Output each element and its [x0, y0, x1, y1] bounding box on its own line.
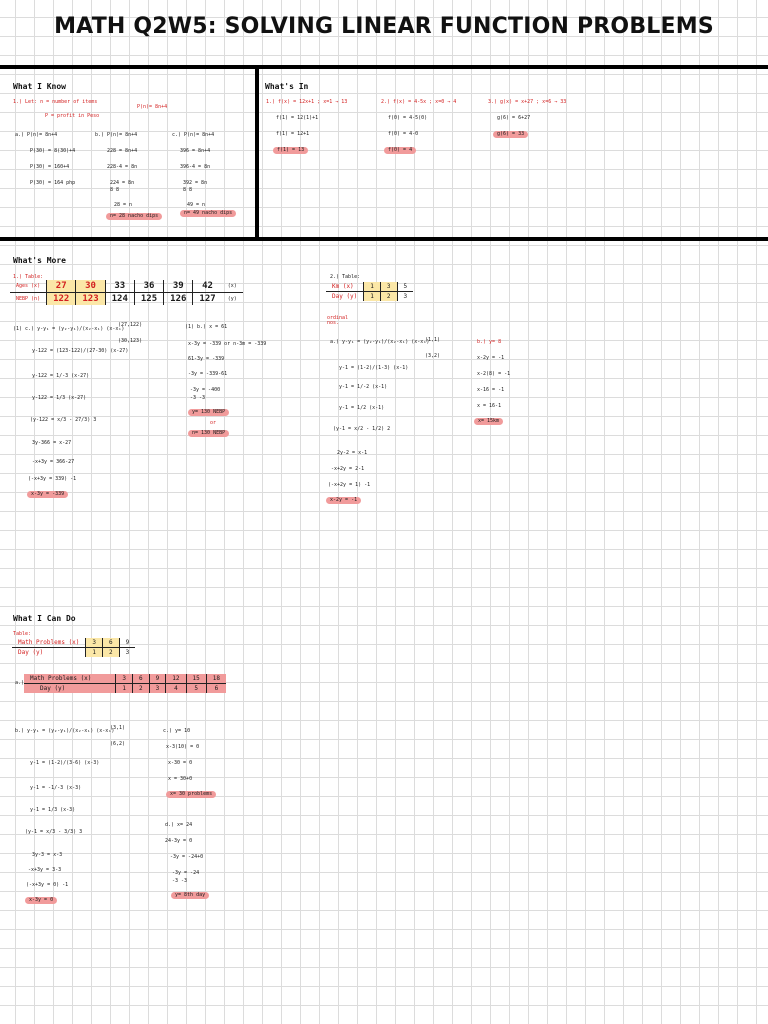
table-cell: 33 [105, 280, 134, 293]
divider-middle [0, 237, 768, 241]
section-heading: What I Can Do [13, 614, 76, 623]
table-row [24, 684, 226, 694]
a-line: a.) P(n)= 8n+4 [15, 132, 58, 138]
table-cell: 127 [193, 293, 222, 306]
work-line: -3 -3 [190, 395, 206, 401]
work-answer: y= 130 NEBP [188, 409, 229, 416]
work-line: y-122 = (123-122)/(27-30) (x-27) [32, 348, 129, 354]
math-problems-full-table [24, 674, 226, 693]
work-line: y-1 = 1/2 (x-1) [339, 405, 385, 411]
table-row [24, 674, 226, 684]
table-cell: 125 [134, 293, 163, 306]
table-cell: 3 [397, 292, 413, 302]
problem-2-line: f(0) = 4-5(0) [388, 115, 428, 121]
table-row [12, 648, 135, 658]
row-label: Math Problems (x) [12, 638, 86, 648]
work-answer: y= 8th day [171, 892, 209, 899]
part-label: a.) [15, 680, 25, 686]
work-answer: x= 30 problems [166, 791, 216, 798]
work-answer: x-2y = -1 [326, 497, 361, 504]
work-answer: n= 130 NEBP [188, 430, 229, 437]
ordinal-note: ordinal nos. [327, 315, 349, 326]
work-line: x-16 = -1 [477, 387, 505, 393]
table-cell: 1 [86, 648, 103, 658]
row-label: Km (x) [326, 282, 364, 292]
problem-3-answer: g(6) = 33 [493, 131, 528, 138]
table-cell: 36 [134, 280, 163, 293]
work-line: 2y-2 = x-1 [337, 450, 368, 456]
b-line: 228-4 = 8n [107, 164, 138, 170]
problem-3: 3.) g(x) = x+27 ; x=6 → 33 [488, 99, 567, 105]
work-line: (-x+3y = 339) -1 [28, 476, 77, 482]
section-heading: What's More [13, 256, 66, 265]
table-cell: 6 [206, 684, 226, 694]
table-cell: 9 [149, 674, 166, 684]
work-line: x-30 = 0 [168, 760, 193, 766]
table-cell: 39 [164, 280, 193, 293]
table-cell: 27 [47, 280, 76, 293]
let-line: 1.) Let: n = number of items [13, 99, 98, 105]
problem-2: 2.) f(x) = 4-5x ; x=0 → 4 [381, 99, 457, 105]
point: (6,2) [110, 741, 126, 747]
work-line: y-1 = 1/-2 (x-1) [339, 384, 388, 390]
work-line: x-2(8) = -1 [477, 371, 511, 377]
row-label: Day (y) [24, 684, 116, 694]
point: (30,123) [118, 338, 143, 344]
work-line: x = 30+0 [168, 776, 193, 782]
c-line: 392 = 8n [183, 180, 208, 186]
c-line: 8 8 [183, 187, 193, 193]
problem-1: 1.) f(x) = 12x+1 ; x=1 → 13 [266, 99, 348, 105]
b-line: b.) P(n)= 8n+4 [95, 132, 138, 138]
table-cell: 126 [164, 293, 193, 306]
work-answer: x-3y = 0 [25, 897, 57, 904]
row-label: Ages (x) [10, 280, 47, 293]
table-row [326, 282, 413, 292]
row-label: NEBP (n) [16, 296, 41, 302]
table-cell: 15 [186, 674, 206, 684]
a-line: P(30) = 160+4 [30, 164, 70, 170]
work-line: -x+3y = 3-3 [28, 867, 62, 873]
point: (3,1) [110, 725, 126, 731]
table-cell: 1 [116, 684, 133, 694]
problem-3-line: g(6) = 6+27 [497, 115, 531, 121]
work-answer: x= 15km [474, 418, 503, 425]
table-cell: 18 [206, 674, 226, 684]
work-line: 3y-366 = x-27 [32, 440, 72, 446]
work-line: -3y = -400 [190, 387, 221, 393]
work-line: y-1 = (1-2)/(3-6) (x-3) [30, 760, 100, 766]
table-cell: 9 [119, 638, 135, 648]
section-heading: What I Know [13, 82, 66, 91]
work-line: (-x+2y = 1) -1 [328, 482, 371, 488]
row-label: Day (y) [18, 649, 44, 656]
table-cell: 5 [186, 684, 206, 694]
work-line: (y-122 = x/3 - 27/3) 3 [30, 417, 97, 423]
table-cell: 6 [103, 638, 120, 648]
table-row [10, 280, 243, 293]
divider-vertical [255, 65, 259, 239]
work-line: -3 -3 [172, 878, 188, 884]
table-cell: 12 [166, 674, 186, 684]
function-def: P(n)= 8n+4 [137, 104, 168, 110]
work-line: x-3y = -339 or n-3m = -339 [188, 341, 267, 347]
b-line: 8 8 [110, 187, 120, 193]
work-line: b.) y-y₁ = (y₂-y₁)/(x₂-x₁) (x-x₁) [15, 728, 115, 734]
b-line: 228 = 8n+4 [107, 148, 138, 154]
work-line: b.) y= 8 [477, 339, 502, 345]
table-cell: 122 [47, 293, 76, 306]
problem-1-line: f(1) = 12(1)+1 [276, 115, 319, 121]
section-heading: What's In [265, 82, 309, 91]
b-line: 224 = 8n [110, 180, 135, 186]
table-cell: 2 [133, 684, 150, 694]
table-cell: 3 [116, 674, 133, 684]
work-line: 24-3y = 0 [165, 838, 193, 844]
problem-1-answer: f(1) = 13 [273, 147, 308, 154]
page-title: MATH Q2W5: SOLVING LINEAR FUNCTION PROBLEMS [54, 14, 714, 39]
table-cell: 3 [119, 648, 135, 658]
work-line: y-122 = 1/3 (x-27) [32, 395, 87, 401]
point: (1,1) [425, 337, 441, 343]
table-cell: 3 [149, 684, 166, 694]
work-line: (y-1 = x/3 - 3/3) 3 [25, 829, 83, 835]
a-line: P(30) = 8(30)+4 [30, 148, 76, 154]
table-cell: 3 [380, 282, 397, 292]
point: (3,2) [425, 353, 441, 359]
table-row [326, 292, 413, 302]
table-cell: 1 [364, 292, 381, 302]
table-cell: 123 [76, 293, 105, 306]
c-answer: n= 49 nacho dips [180, 210, 236, 217]
work-line: (-x+3y = 0) -1 [26, 882, 69, 888]
var-label: (x) [222, 280, 243, 293]
work-line: c.) y= 10 [163, 728, 191, 734]
work-line: x-3(10) = 0 [166, 744, 200, 750]
work-line: y-1 = (1-2)/(1-3) (x-1) [339, 365, 409, 371]
work-line: y-122 = 1/-3 (x-27) [32, 373, 90, 379]
problem-2-line: f(0) = 4-0 [388, 131, 419, 137]
c-line: c.) P(n)= 8n+4 [172, 132, 215, 138]
divider-top [0, 65, 768, 69]
table-cell: 5 [397, 282, 413, 292]
work-line: y-1 = -1/-3 (x-3) [30, 785, 82, 791]
row-label: Day (y) [332, 293, 358, 300]
work-line: x-2y = -1 [477, 355, 505, 361]
table-label: 1.) Table: [13, 274, 44, 280]
work-line: x = 16-1 [477, 403, 502, 409]
work-line: -x+3y = 366-27 [32, 459, 75, 465]
work-line: -3y = -24+0 [170, 854, 204, 860]
point: (27,122) [118, 322, 143, 328]
work-or: or [210, 420, 217, 426]
a-answer: P(30) = 164 php [30, 180, 76, 186]
table-row [12, 638, 135, 648]
b-line: 28 = n [114, 202, 133, 208]
b-answer: n= 28 nacho dips [106, 213, 162, 220]
problem-2-answer: f(0) = 4 [384, 147, 416, 154]
table-label: 2.) Table: [330, 274, 361, 280]
work-line: -3y = -24 [172, 870, 200, 876]
table-label: Table: [13, 631, 32, 637]
table-cell: 2 [103, 648, 120, 658]
work-line: y-1 = 1/3 (x-3) [30, 807, 76, 813]
work-line: a.) y-y₁ = (y₂-y₁)/(x₂-x₁) (x-x₁) [330, 339, 430, 345]
var-label: (y) [227, 296, 237, 302]
work-answer: x-3y = -339 [27, 491, 68, 498]
math-problems-table [12, 638, 135, 657]
c-line: 396 = 8n+4 [180, 148, 211, 154]
profit-def: P = profit in Peso [45, 113, 100, 119]
ages-nebp-table [10, 280, 243, 305]
table-cell: 30 [76, 280, 105, 293]
work-line: (y-1 = x/2 - 1/2) 2 [333, 426, 391, 432]
c-line: 49 = n [187, 202, 206, 208]
work-line: -3y = -339-61 [188, 371, 228, 377]
work-line: 3y-3 = x-3 [32, 852, 63, 858]
table-cell: 6 [133, 674, 150, 684]
work-line: -x+2y = 2-1 [331, 466, 365, 472]
table-cell: 3 [86, 638, 103, 648]
work-line: d.) x= 24 [165, 822, 193, 828]
table-cell: 42 [193, 280, 222, 293]
work-line: (1) c.) y-y₁ = (y₂-y₁)/(x₂-x₁) (x-x₁) [13, 326, 125, 332]
row-label: Math Problems (x) [24, 674, 116, 684]
table-row [10, 293, 243, 306]
work-line: (1) b.) x = 61 [185, 324, 228, 330]
km-day-table [326, 282, 413, 301]
table-cell: 4 [166, 684, 186, 694]
table-cell: 124 [105, 293, 134, 306]
table-cell: 1 [364, 282, 381, 292]
problem-1-line: f(1) = 12+1 [276, 131, 310, 137]
c-line: 396-4 = 8n [180, 164, 211, 170]
table-cell: 2 [380, 292, 397, 302]
work-line: 61-3y = -339 [188, 356, 225, 362]
